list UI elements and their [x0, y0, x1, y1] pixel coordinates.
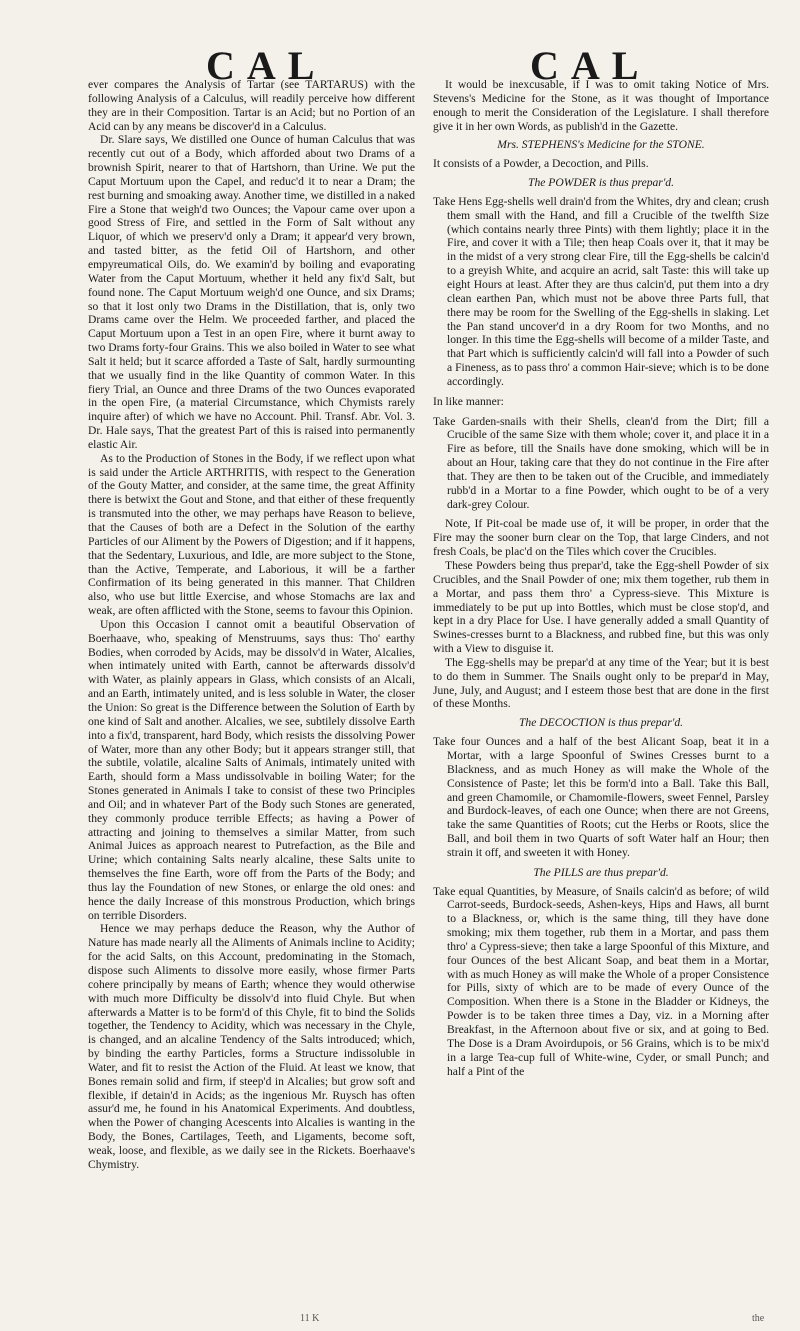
- snails-recipe: Take Garden-snails with their Shells, clean'd from the Dirt; fill a Crucible of the same Size with them whole; cover it, and place it in a Fire as before, till the Snails have done smoking, which will be in about an Hour, taking care that they do not continue in the Fire after that. They are then to be taken out of the Crucible, and immediately rubb'd in a Mortar to a fine Powder, which ought to be of a very dark-grey Colour.: [433, 414, 769, 511]
- eggshells-paragraph: The Egg-shells may be prepar'd at any time of the Year; but it is best to do them in Summer. The Snails ought only to be prepar'd in May, June, July, and August; and I esteem those best that are done in the first of these Months.: [433, 655, 769, 711]
- medicine-title: Mrs. STEPHENS's Medicine for the STONE.: [497, 138, 705, 152]
- paragraph: Upon this Occasion I cannot omit a beautiful Observation of Boerhaave, who, speaking of Menstruums, says thus: Tho' earthy Bodies, when corroded by Acids, may be dissolv'd in Water, Alcalies, when intimately united with Earth, cannot be afterwards dissolv'd with Water, as plainly appears in Glass, which consists of an Alcali, and an Earth, intimately united, and is less soluble in Water, the closer the Union: So great is the Difference between the Solution of Earth by one kind of Salt and another. Alcalies, we see, subtilely dissolve Earth into a fix'd, transparent, hard Body, which resists the dissolving Power of Water, more than any other Body; but it appears stranger still, that the subtile, volatile, alcaline Salts of Animals, intimately united with Earth, should form a Mass undissolvable in boiling Water; for the Stones generated in Animals I take to consist of these two Principles and Oil; and in whatever Part of the Body such Stones are generated, they commonly produce terrible Effects; as having a Power of attracting and joining to themselves a similar Matter, from such Animal Juices as approach nearest to Putrefaction, as the Bile and Urine; which containing Salts nearly alcaline, these Salts unite to themselves the fine Earth, wore off from the Parts of the Body; and thus lay the Foundation of new Stones, or enlarge the old ones: and hence the daily Increase of this monstrous Production, which brings on terrible Disorders.: [88, 617, 415, 922]
- right-column: [433, 78, 769, 1084]
- pills-heading: The PILLS are thus prepar'd.: [533, 865, 669, 879]
- note-paragraph: Note, If Pit-coal be made use of, it will be proper, in order that the Fire may the sooner burn clear on the Top, that large Cinders, and not fresh Coals, be plac'd on the Tiles which cover the Crucibles.: [433, 517, 769, 559]
- signature-mark: 11 K: [300, 1313, 320, 1324]
- like-manner-line: In like manner:: [433, 394, 504, 408]
- running-head-right: CAL: [530, 43, 651, 88]
- powder-heading: The POWDER is thus prepar'd.: [528, 176, 674, 190]
- running-head-left: CAL: [206, 43, 327, 88]
- powders-paragraph: These Powders being thus prepar'd, take the Egg-shell Powder of six Crucibles, and the Snail Powder of one; mix them together, rub them in a Mortar, and pass them thro' a Cypress-sieve. This Mixture is immediately to be put up into Bottles, which must be close stop'd, and kept in a dry Place for Use. I have generally added a small Quantity of Swines-cresses burnt to a Blackness, and rubbed fine, but this was only with a View to disguise it.: [433, 559, 769, 656]
- paragraph: Hence we may perhaps deduce the Reason, why the Author of Nature has made nearly all the Aliments of Animals incline to Acidity; for the acid Salts, on this Account, predominating in the Stomach, dispose such Aliments to dissolve more easily, whose firmer Parts cohere principally by means of Earth; whence they would otherwise with much more Difficulty be dissolv'd into fluid Chyle. But when afterwards a Matter is to be form'd of this Chyle, fit to bind the Solids together, the Tendency to Acidity, which was necessary in the Chyle, is changed, and an alcaline Tendency of the Salts introduced; which, by binding the earthy Particles, forms a Structure indissoluble in Water, and fit to resist the Action of the Fluid. At least we know, that Bones remain solid and firm, if steep'd in Alcalies; but grow soft and flexible, if detain'd in Acids; as the ingenious Mr. Ruysch has often assur'd me, he found in his Anatomical Experiments. And doubtless, when the Power of changing Acescents into Alcalies is wanting in the Body, the Bones, Cartilages, Teeth, and Ligaments, become soft, weak, loose, and flexible, as we daily see in the Rickets. Boerhaave's Chymistry.: [88, 922, 415, 1171]
- powder-recipe: Take Hens Egg-shells well drain'd from the Whites, dry and clean; crush them small with the Hand, and fill a Crucible of the twelfth Size (which contains nearly three Pints) with them lightly; place it in the Fire, and cover it with a Tile; then heap Coals over it, that it may be in the midst of a very strong clear Fire, till the Egg-shells be calcin'd to a greyish White, and acquire an acrid, salt Taste: this will take up eight Hours at least. After they are thus calcin'd, put them into a dry clean earthen Pan, which must not be above three Parts full, that there may be room for the Swelling of the Egg-shells in slaking. Let the Pan stand uncover'd in a dry Room for two Months, and no longer. In this time the Egg-shells will become of a milder Taste, and that Part which is sufficiently calcin'd will fall into a Powder of such a Fineness, as to pass thro' a common Hair-sieve; which is to be done accordingly.: [433, 194, 769, 388]
- decoction-recipe: Take four Ounces and a half of the best Alicant Soap, beat it in a Mortar, with a large Spoonful of Swines Cresses burnt to a Blackness, and as much Honey as will make the Whole of the Consistence of Paste; let this be form'd into a Ball. Take this Ball, and green Chamomile, or Chamomile-flowers, sweet Fennel, Parsley and Burdock-leaves, of each one Ounce; when there are not Greens, take the same Quantities of Roots; cut the Herbs or Roots, slice the Ball, and boil them in two Quarts of soft Water half an Hour; then strain it off, and sweeten it with Honey.: [433, 735, 769, 859]
- pills-recipe: Take equal Quantities, by Measure, of Snails calcin'd as before; of wild Carrot-seeds, Burdock-seeds, Ashen-keys, Hips and Haws, all burnt to a Blackness, or, which is the same thing, till they have done smoking; mix them together, rub them in a Mortar, and pass them thro' a Cypress-sieve; then take a large Spoonful of this Mixture, and four Ounces of the best Alicant Soap, and beat them in a Mortar, with as much Honey as will make the Whole of a proper Consistence for Pills, sixty of which are to be made of every Ounce of the Composition. When there is a Stone in the Bladder or Kidneys, the Powder is to be taken three times a Day, viz. in a Morning after Breakfast, in the Afternoon about five or six, and at going to Bed. The Dose is a Dram Avoirdupois, or 56 Grains, which is to be mix'd in a large Tea-cup full of White-wine, Cyder, or small Punch; and half a Pint of the: [433, 884, 769, 1078]
- paragraph: Dr. Slare says, We distilled one Ounce of human Calculus that was recently cut out of a Body, which afforded about two Drams of a brownish Spirit, nearer to that of Hartshorn, than Urine. We put the Caput Mortuum upon the Capel, and reduc'd it to near a Dram; the rest burning and smoaking away. Another time, we distilled in a naked Fire a Stone that weigh'd two Ounces; the Vapour came over upon a good Stress of Fire, and settled in the Form of Salt without any Liquor, of which we preserv'd only a Dram; it appear'd very brown, and tasted bitter, as the fetid Oil of Hartshorn, and other empyreumatical Oils, do. We examin'd by boiling and evaporating Water from the Caput Mortuum, whether it held any fix'd Salt, but found none. The Caput Mortuum weigh'd one Ounce, and six Drams; so that it lost only two Drams in the Distillation, that is, only two Drams came over the Helm. We proceeded farther, and placed the Caput Mortuum upon a Test in an open Fire, where it burnt away to two Drams forty-four Grains. This we also boiled in Water to see what Salt it held; but it scarce afforded a Taste of Salt, hardly surmounting that we usually find in the like Quantity of common Water. In this fiery Trial, an Ounce and three Drams of the two Ounces evaporated in the open Fire, (a material Circumstance, which Chymists rarely inquire after) of which we have no Account. Phil. Transf. Abr. Vol. 3. Dr. Hale says, That the greatest Part of this is raised into permanently elastic Air.: [88, 133, 415, 451]
- paragraph: As to the Production of Stones in the Body, if we reflect upon what is said under the Article ARTHRITIS, with respect to the Generation of the Gouty Matter, and consider, at the same time, the great Affinity there is betwixt the Gout and Stone, and that either of these frequently is transmuted into the other, we may perhaps have Reason to believe, that the Causes of both are a Defect in the Solution of the earthy Particles of our Aliment by the Powers of Digestion; and if it happens, that the Sedentary, Luxurious, and Idle, are more subject to the Stone, than the Active, Temperate, and Laborious, it will be a farther Confirmation of its being generated in this manner. That Children also, who use but little Exercise, and whose Stomachs are lax and weak, are often afflicted with the Stone, seems to favour this Opinion.: [88, 451, 415, 618]
- consists-line: It consists of a Powder, a Decoction, and Pills.: [433, 157, 649, 171]
- catchword: the: [752, 1313, 765, 1324]
- decoction-heading: The DECOCTION is thus prepar'd.: [518, 716, 684, 730]
- intro-paragraph: It would be inexcusable, if I was to omit taking Notice of Mrs. Stevens's Medicine for the Stone, as it was thought of Importance enough to merit the Consideration of the Legislature. I shall therefore give it in her own Words, as publish'd in the Gazette.: [433, 78, 769, 133]
- left-column: [88, 78, 415, 1172]
- paragraph: ever compares the Analysis of Tartar (see TARTARUS) with the following Analysis of a Calculus, will readily perceive how different they are in their Composition. Tartar is an Acid; but no Portion of an Acid can by any means be discover'd in a Calculus.: [88, 78, 415, 133]
